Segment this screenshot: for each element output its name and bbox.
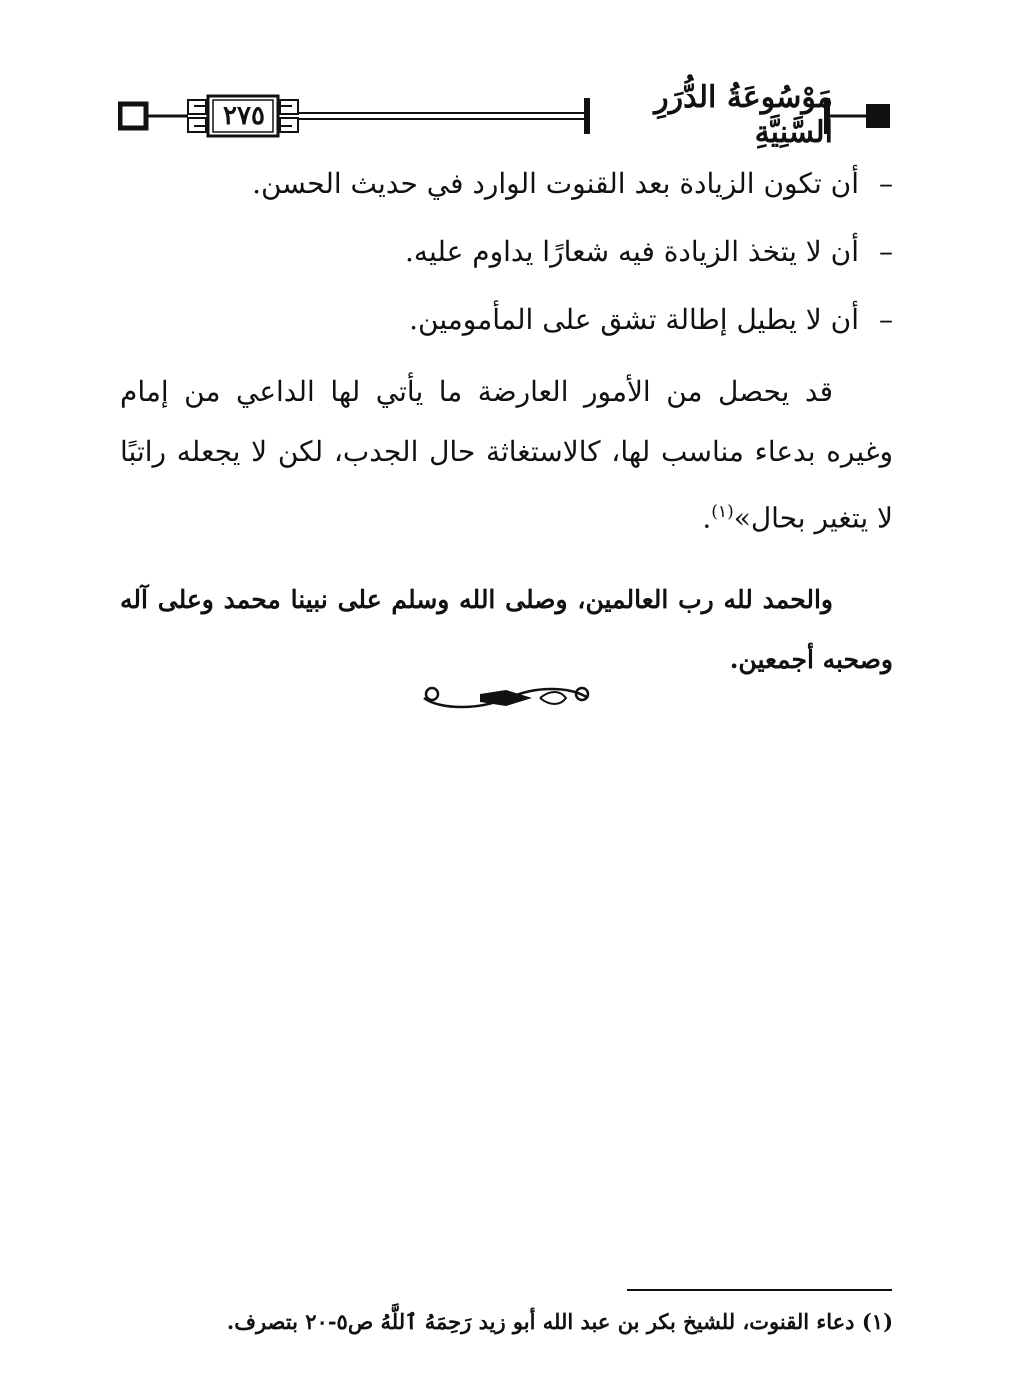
page-number: ٢٧٥ — [223, 101, 265, 131]
page-body — [120, 150, 893, 690]
page-header — [118, 80, 893, 150]
paragraph-text: قد يحصل من الأمور العارضة ما يأتي لها الداعي من إمام وغيره بدعاء مناسب لها، كالاستغاثة حال الجدب، لكن لا يجعله راتبًا لا يتغير بحال» — [120, 375, 893, 535]
footnote: (١) دعاء القنوت، للشيخ بكر بن عبد الله أبو زيد رَحِمَهُ ٱللَّهُ ص٥-٢٠ بتصرف. — [226, 1309, 893, 1334]
book-title: مَوْسُوعَةُ الدُّرَرِ السَّنِيَّةِ — [654, 80, 833, 150]
bullet-item — [120, 218, 893, 286]
bullet-marker: – — [879, 167, 893, 200]
footnote-reference[interactable]: (١) — [711, 502, 734, 522]
paragraph-end: . — [702, 501, 712, 535]
bullet-text: أن تكون الزيادة بعد القنوت الوارد في حديث الحسن. — [252, 167, 859, 200]
bullet-item — [120, 286, 893, 354]
closing-text: والحمد لله رب العالمين، وصلى الله وسلم على نبينا محمد وعلى آله وصحبه أجمعين. — [120, 585, 893, 675]
bullet-text: أن لا يتخذ الزيادة فيه شعارًا يداوم عليه. — [405, 235, 859, 268]
body-paragraph — [120, 362, 893, 548]
bullet-item — [120, 150, 893, 218]
section-divider-ornament — [420, 680, 595, 716]
bullet-marker: – — [879, 235, 893, 268]
closing-paragraph — [120, 570, 893, 690]
bullet-text: أن لا يطيل إطالة تشق على المأمومين. — [409, 303, 859, 336]
bullet-marker: – — [879, 303, 893, 336]
footnote-divider — [627, 1289, 892, 1291]
